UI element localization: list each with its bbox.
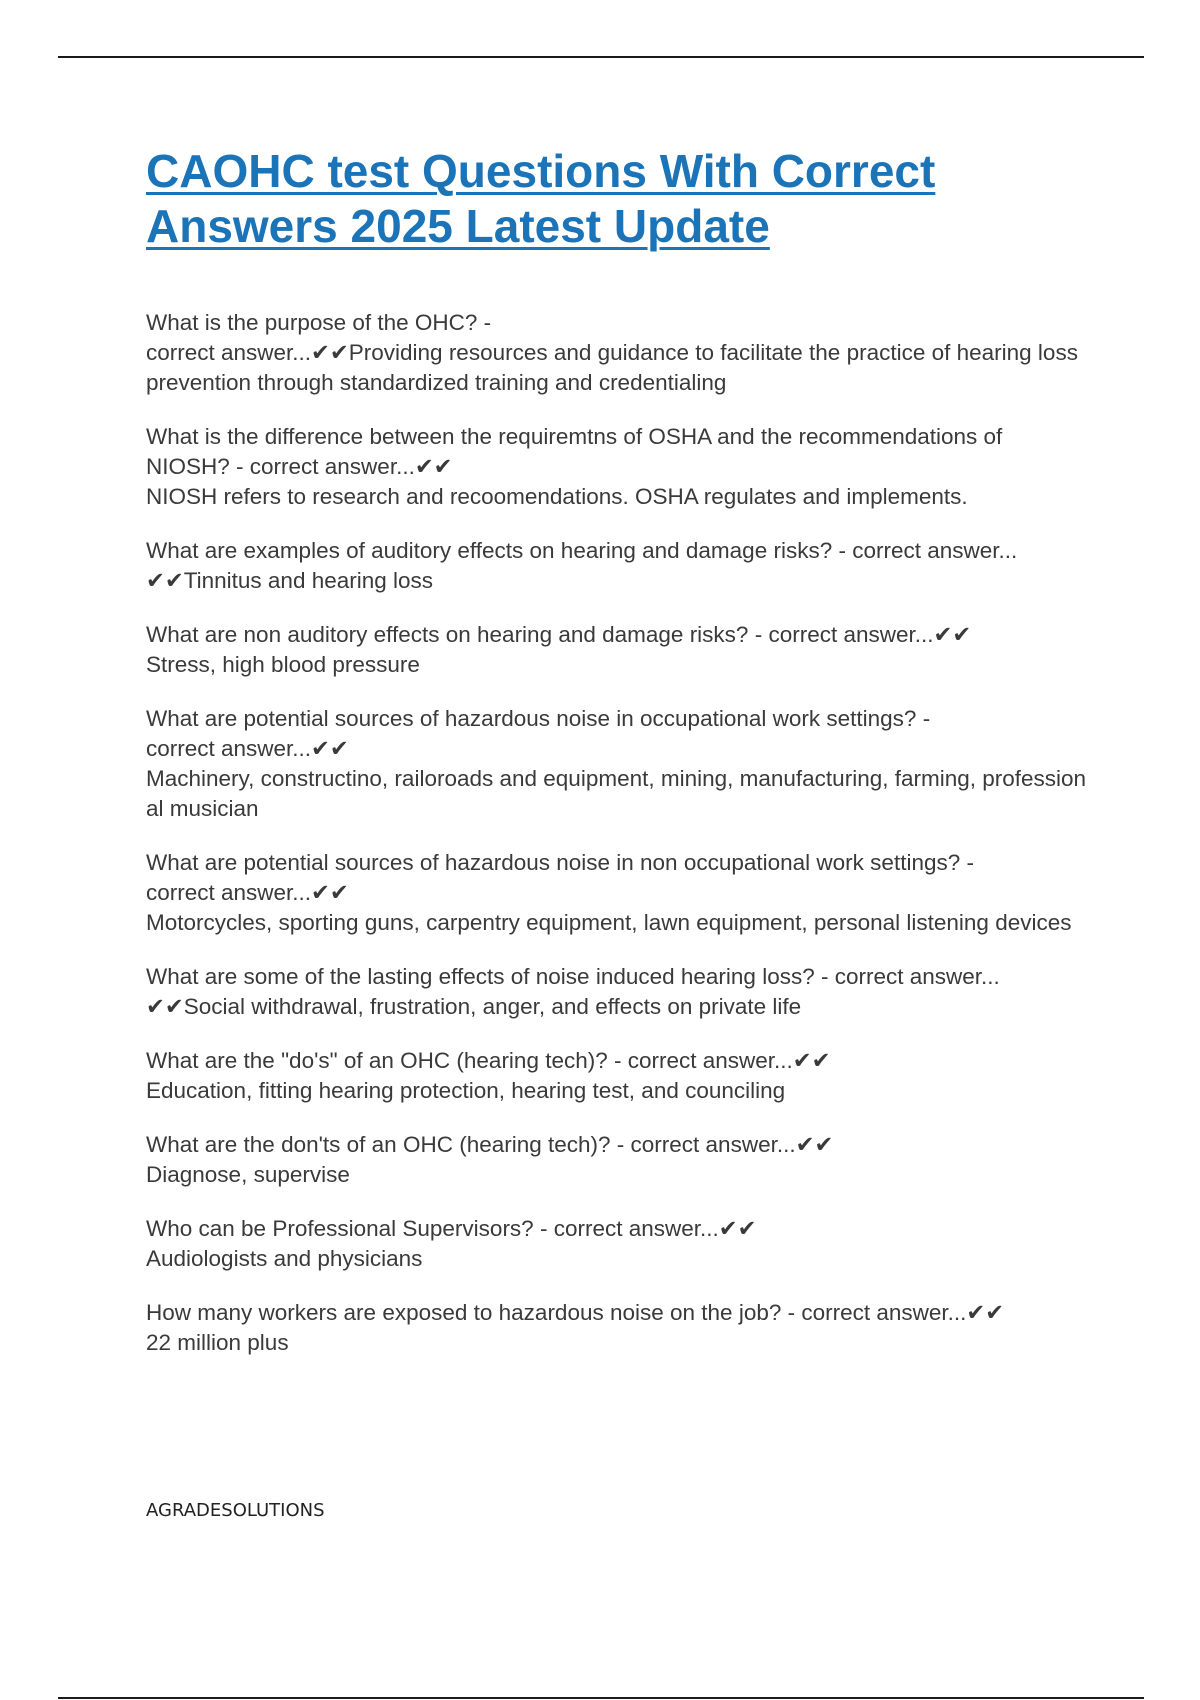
question: What are some of the lasting effects of noise induced hearing loss? - correct answer...: [146, 964, 1000, 989]
title-line-1: CAOHC test Questions With Correct: [146, 145, 936, 197]
document-body: [146, 144, 1091, 1382]
question: What are the "do's" of an OHC (hearing tech)? - correct answer...✔✔: [146, 1048, 831, 1073]
answer: Audiologists and physicians: [146, 1246, 423, 1271]
question: Who can be Professional Supervisors? - correct answer...✔✔: [146, 1216, 757, 1241]
answer: Education, fitting hearing protection, hearing test, and counciling: [146, 1078, 786, 1103]
answer: 22 million plus: [146, 1330, 289, 1355]
question: What is the difference between the requiremtns of OSHA and the recommendations of NIOSH? - correct answer...✔✔: [146, 424, 1003, 479]
bottom-rule: [58, 1697, 1144, 1699]
qa-item: [146, 536, 1091, 596]
answer: Providing resources and guidance to facilitate the practice of hearing loss prevention through standardized training and credentialing: [146, 340, 1078, 395]
document-title[interactable]: [146, 144, 1091, 254]
top-rule: [58, 56, 1144, 58]
answer-separator: ✔✔: [146, 994, 184, 1019]
qa-list: [146, 308, 1091, 1358]
answer: Stress, high blood pressure: [146, 652, 420, 677]
answer: Diagnose, supervise: [146, 1162, 350, 1187]
question: How many workers are exposed to hazardous noise on the job? - correct answer...✔✔: [146, 1300, 1005, 1325]
question: What are the don'ts of an OHC (hearing tech)? - correct answer...✔✔: [146, 1132, 834, 1157]
question: What are potential sources of hazardous noise in non occupational work settings? -: [146, 850, 974, 875]
title-line-2: Answers 2025 Latest Update: [146, 200, 770, 252]
answer-separator: ✔✔: [146, 568, 184, 593]
qa-item: [146, 962, 1091, 1022]
answer: Tinnitus and hearing loss: [183, 568, 434, 593]
qa-item: [146, 422, 1091, 512]
qa-item: [146, 620, 1091, 680]
question: What is the purpose of the OHC? -: [146, 310, 492, 335]
qa-item: [146, 1130, 1091, 1190]
qa-item: [146, 1046, 1091, 1106]
qa-item: [146, 1298, 1091, 1358]
question: What are examples of auditory effects on hearing and damage risks? - correct answer...: [146, 538, 1018, 563]
qa-item: [146, 848, 1091, 938]
question: What are non auditory effects on hearing and damage risks? - correct answer...✔✔: [146, 622, 972, 647]
answer-separator: correct answer...✔✔: [146, 736, 349, 761]
answer-separator: correct answer...✔✔: [146, 880, 349, 905]
answer-separator: correct answer...✔✔: [146, 340, 349, 365]
footer-brand: AGRADESOLUTIONS: [146, 1500, 325, 1521]
answer: Motorcycles, sporting guns, carpentry equipment, lawn equipment, personal listening devices: [146, 910, 1072, 935]
answer: NIOSH refers to research and recoomendations. OSHA regulates and implements.: [146, 484, 968, 509]
question: What are potential sources of hazardous noise in occupational work settings? -: [146, 706, 931, 731]
qa-item: [146, 704, 1091, 824]
qa-item: [146, 308, 1091, 398]
answer: Social withdrawal, frustration, anger, and effects on private life: [183, 994, 802, 1019]
qa-item: [146, 1214, 1091, 1274]
answer: Machinery, constructino, railoroads and equipment, mining, manufacturing, farming, professional musician: [146, 766, 1087, 821]
